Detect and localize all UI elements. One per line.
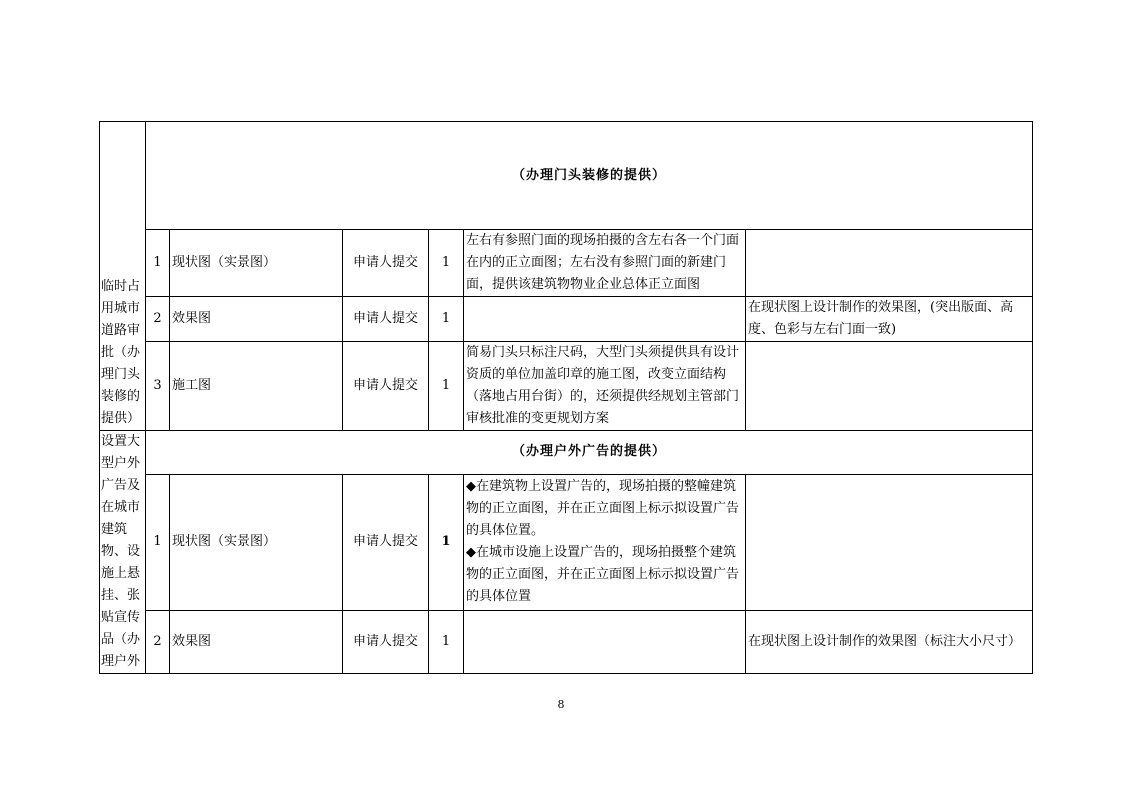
- material-note: 在现状图上设计制作的效果图，(突出版面、高度、色彩与左右门面一致): [746, 297, 1033, 342]
- row-number: 1: [146, 230, 170, 297]
- page-number: 8: [557, 698, 565, 711]
- section-heading-door-renovation: （办理门头装修的提供）: [146, 122, 1033, 230]
- material-requirement: 左右有参照门面的现场拍摄的含左右各一个门面在内的正立面图；左右没有参照门面的新建门面，提供该建筑物物业企业总体正立面图: [464, 230, 746, 297]
- material-requirement: [464, 610, 746, 673]
- material-source: 申请人提交: [343, 230, 429, 297]
- category-cell-door-renovation: 临时占用城市道路审批（办理门头装修的提供）: [100, 122, 146, 431]
- material-source: 申请人提交: [343, 474, 429, 610]
- materials-table: [99, 121, 1033, 674]
- category-cell-outdoor-advertising: 设置大型户外广告及在城市建筑物、设施上悬挂、张贴宣传品（办理户外: [100, 431, 146, 674]
- material-name: 效果图: [170, 610, 343, 673]
- material-quantity: 1: [429, 342, 464, 431]
- table-row: [100, 297, 1033, 342]
- material-source: 申请人提交: [343, 610, 429, 673]
- material-requirement: [464, 474, 746, 610]
- table-row: [100, 342, 1033, 431]
- material-source: 申请人提交: [343, 297, 429, 342]
- material-quantity: 1: [429, 230, 464, 297]
- material-requirement: 简易门头只标注尺码，大型门头须提供具有设计资质的单位加盖印章的施工图，改变立面结构（落地占用台街）的，还须提供经规划主管部门审核批准的变更规划方案: [464, 342, 746, 431]
- material-note: 在现状图上设计制作的效果图（标注大小尺寸）: [746, 610, 1033, 673]
- requirement-city-facility: ◆在城市设施上设置广告的，现场拍摄整个建筑物的正立面图，并在正立面图上标示拟设置广告的具体位置: [466, 545, 740, 605]
- material-note: [746, 230, 1033, 297]
- table-row: [100, 474, 1033, 610]
- material-quantity: 1: [429, 297, 464, 342]
- material-requirement: [464, 297, 746, 342]
- material-name: 效果图: [170, 297, 343, 342]
- material-name: 现状图（实景图）: [170, 230, 343, 297]
- material-note: [746, 342, 1033, 431]
- row-number: 2: [146, 297, 170, 342]
- material-name: 施工图: [170, 342, 343, 431]
- table-row: [100, 610, 1033, 673]
- material-source: 申请人提交: [343, 342, 429, 431]
- material-name: 现状图（实景图）: [170, 474, 343, 610]
- section-heading-outdoor-advertising: （办理户外广告的提供）: [146, 431, 1033, 475]
- material-quantity: 1: [429, 474, 464, 610]
- requirement-building: ◆在建筑物上设置广告的，现场拍摄的整幢建筑物的正立面图，并在正立面图上标示拟设置广告的具体位置。: [466, 479, 740, 539]
- material-note: [746, 474, 1033, 610]
- table-row: [100, 230, 1033, 297]
- row-number: 2: [146, 610, 170, 673]
- row-number: 3: [146, 342, 170, 431]
- row-number: 1: [146, 474, 170, 610]
- material-quantity: 1: [429, 610, 464, 673]
